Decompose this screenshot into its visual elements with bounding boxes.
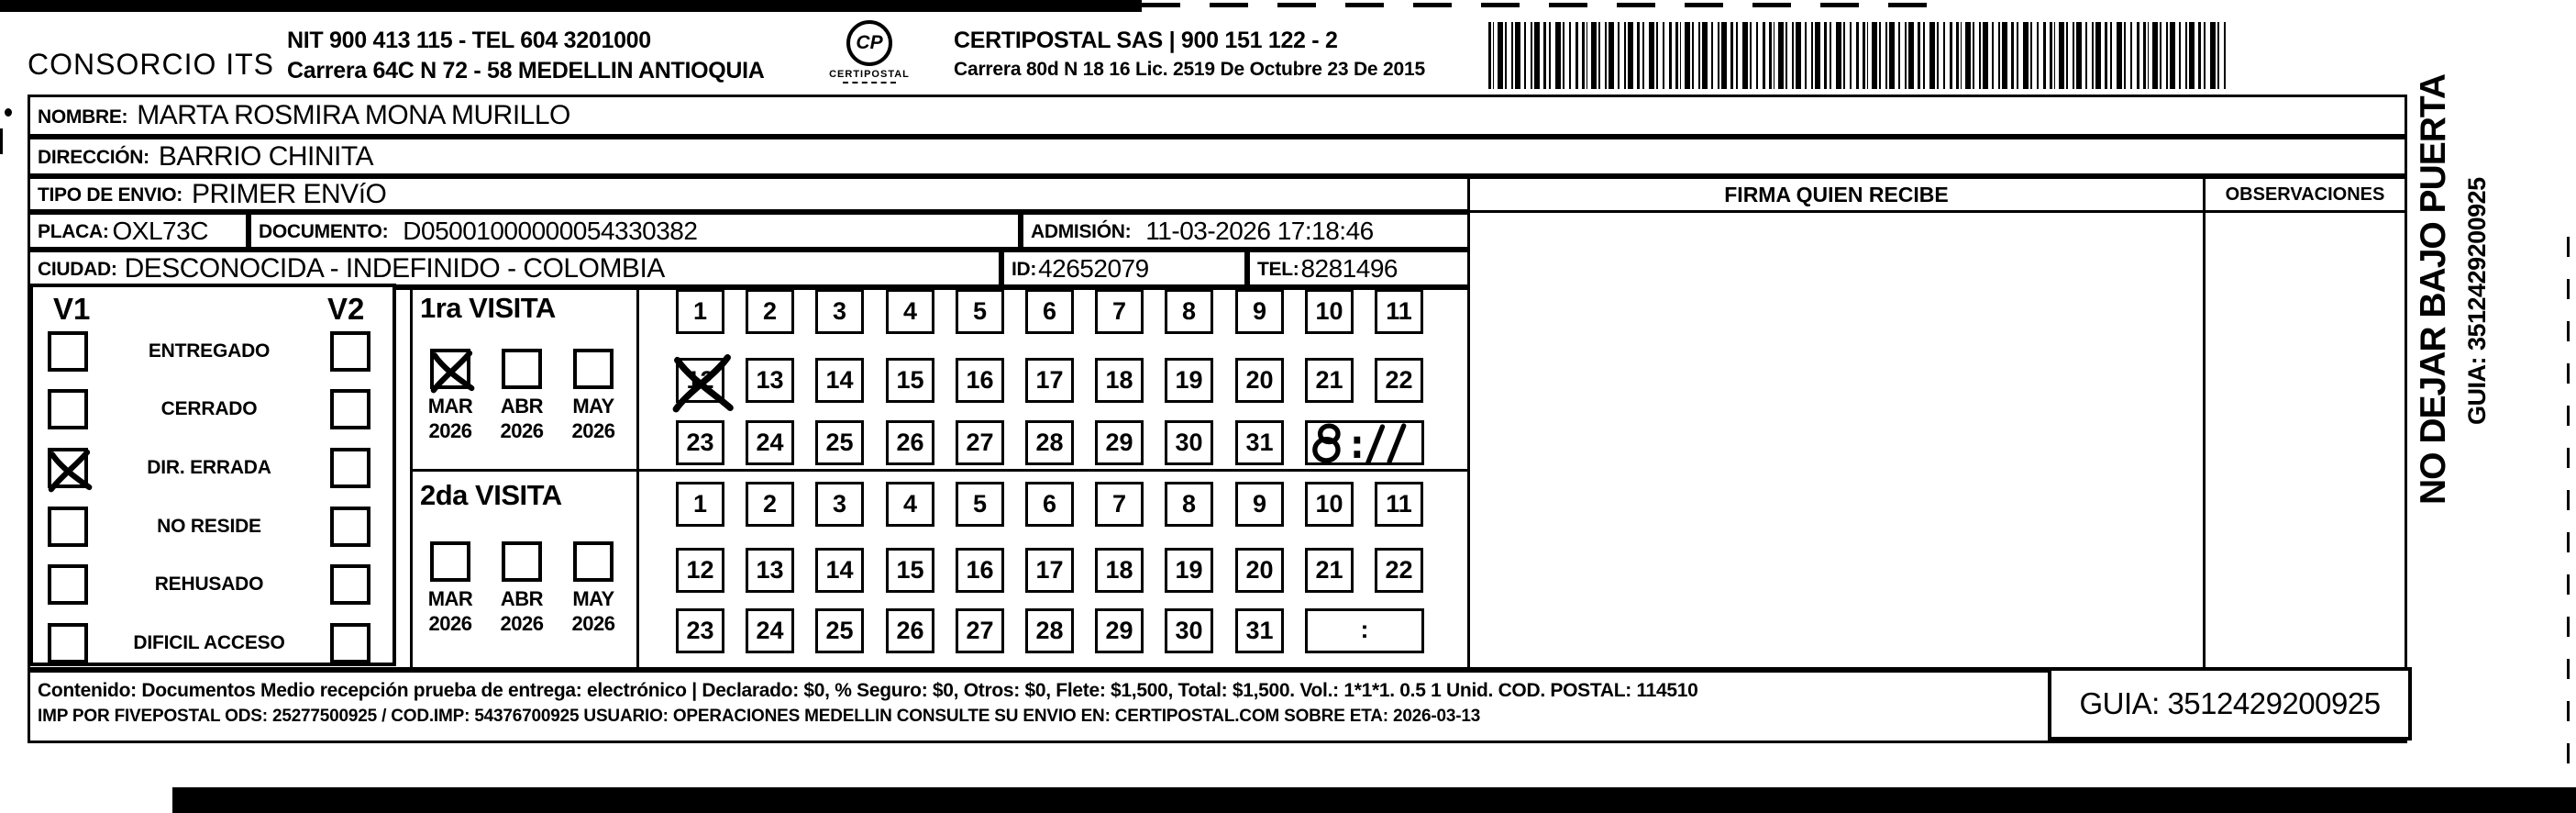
status-rows [33,322,392,673]
guia-box: GUIA: 3512429200925 [2048,667,2412,741]
day-cell-17: 17 [1025,548,1074,593]
barcode [1488,22,2228,89]
day-cell-13: 13 [746,358,794,403]
checkbox-v1-rehusado [48,564,88,605]
tel-value: 8281496 [1300,253,1398,283]
day-cell-14: 14 [815,358,864,403]
day-cell-3: 3 [815,289,864,334]
checkbox-month-may [573,349,614,389]
day-cell-15: 15 [886,548,934,593]
observaciones-header: OBSERVACIONES [2203,176,2407,213]
checkbox-v2-dir-errada [330,448,370,488]
month-label: MAY [572,395,614,418]
field-cell-documento [249,212,1021,250]
day-cell-10: 10 [1305,482,1354,527]
field-cell-tel [1247,250,1470,287]
status-row-rehusado [33,555,392,614]
day-cell-21: 21 [1305,358,1354,403]
side-guia-text: GUIA: 3512429200925 [2463,177,2491,425]
handwritten-x-mark [44,444,95,496]
scan-right-edge [2567,237,2570,784]
status-panel [29,284,396,666]
checkbox-v1-dificil-acceso [48,623,88,663]
handwritten-x-mark [426,345,478,396]
scan-top-bar [0,0,1142,12]
month-option-may [558,541,629,636]
month-label: ABR [500,587,544,610]
day-cell-3: 3 [815,482,864,527]
year-label: 2026 [428,612,472,635]
day-cell-27: 27 [956,608,1004,653]
day-cell-4: 4 [886,482,934,527]
year-label: 2026 [571,419,615,442]
day-cell-30: 30 [1165,608,1213,653]
time-box: : [1305,608,1424,653]
month-option-abr [486,349,558,443]
day-cell-30: 30 [1165,420,1213,465]
day-cell-1: 1 [676,289,724,334]
visit2-months [415,541,629,636]
day-cell-12: 12 [676,548,724,593]
visit1-day-grid [676,289,1474,473]
day-cell-25: 25 [815,420,864,465]
time-box [1305,420,1424,465]
admision-value: 11-03-2026 17:18:46 [1145,216,1374,245]
day-cell-6: 6 [1025,289,1074,334]
field-cell-admision [1021,212,1470,250]
handwritten-x-mark [667,350,738,416]
day-cell-6: 6 [1025,482,1074,527]
certipostal-logo-icon: CP [846,20,892,66]
company-name: CONSORCIO ITS [28,48,275,81]
carrier-address-line: Carrera 80d N 18 16 Lic. 2519 De Octubre 23 De 2015 [954,59,1425,80]
checkbox-v1-cerrado [48,389,88,429]
day-cell-4: 4 [886,289,934,334]
day-cell-10: 10 [1305,289,1354,334]
day-cell-5: 5 [956,482,1004,527]
direccion-label: DIRECCIÓN: [38,147,149,168]
checkbox-month-mar [430,541,470,582]
month-option-may [558,349,629,443]
ciudad-value: DESCONOCIDA - INDEFINIDO - COLOMBIA [124,252,665,284]
day-cell-16: 16 [956,358,1004,403]
direccion-value: BARRIO CHINITA [158,140,373,172]
status-row-cerrado [33,381,392,440]
sender-nit-line: NIT 900 413 115 - TEL 604 3201000 [287,28,651,53]
carrier-name-line: CERTIPOSTAL SAS | 900 151 122 - 2 [954,28,1338,53]
sender-address-line: Carrera 64C N 72 - 58 MEDELLIN ANTIOQUIA [287,58,765,84]
day-cell-11: 11 [1375,289,1423,334]
day-cell-28: 28 [1025,608,1074,653]
day-cell-29: 29 [1095,608,1144,653]
observaciones-area [2203,210,2407,670]
v2-header: V2 [327,292,365,326]
day-cell-31: 31 [1235,420,1284,465]
day-cell-11: 11 [1375,482,1423,527]
carrier-info [954,26,1425,84]
logo-squiggle [843,82,896,84]
id-value: 42652079 [1038,253,1149,283]
status-row-entregado [33,322,392,381]
certipostal-logo [827,20,912,84]
footer-line2: IMP POR FIVEPOSTAL ODS: 25277500925 / COD.IMP: 54376700925 USUARIO: OPERACIONES MEDELLIN CONSULTE SU ENVIO EN: CERTIPOSTAL.COM SOBRE ETA: 2026-03-13 [38,707,1481,726]
day-cell-23: 23 [676,420,724,465]
tipo-envio-value: PRIMER ENVíO [192,178,387,209]
day-cell-17: 17 [1025,358,1074,403]
checkbox-v2-no-reside [330,507,370,547]
checkbox-v2-entregado [330,331,370,372]
logo-caption: CERTIPOSTAL [829,69,910,80]
visit2-day-grid [676,482,1474,665]
field-cell-ciudad [28,250,1001,287]
day-cell-19: 19 [1165,358,1213,403]
status-label: NO RESIDE [157,515,261,537]
status-label: DIFICIL ACCESO [133,631,285,653]
day-cell-22: 22 [1375,358,1423,403]
month-label: MAR [427,587,473,610]
admision-label: ADMISIÓN: [1031,221,1132,242]
day-cell-19: 19 [1165,548,1213,593]
day-cell-13: 13 [746,548,794,593]
scan-artifact [0,128,3,154]
day-cell-12: 12 [676,358,724,403]
day-cell-31: 31 [1235,608,1284,653]
nombre-value: MARTA ROSMIRA MONA MURILLO [137,100,570,130]
day-cell-24: 24 [746,608,794,653]
month-option-mar [415,349,486,443]
day-cell-2: 2 [746,289,794,334]
visit1-months [415,349,629,443]
firma-header: FIRMA QUIEN RECIBE [1467,176,2206,213]
day-cell-5: 5 [956,289,1004,334]
day-cell-18: 18 [1095,548,1144,593]
day-cell-20: 20 [1235,548,1284,593]
ciudad-label: CIUDAD: [38,259,117,280]
day-cell-21: 21 [1305,548,1354,593]
month-label: ABR [500,395,544,418]
id-label: ID: [1012,259,1037,280]
firma-area [1467,210,2206,670]
year-label: 2026 [500,612,544,635]
tel-label: TEL: [1257,259,1299,280]
day-cell-25: 25 [815,608,864,653]
day-cell-9: 9 [1235,289,1284,334]
day-cell-18: 18 [1095,358,1144,403]
handwritten-time [1310,421,1423,465]
day-cell-1: 1 [676,482,724,527]
day-cell-8: 8 [1165,289,1213,334]
day-cell-26: 26 [886,608,934,653]
day-cell-8: 8 [1165,482,1213,527]
checkbox-v2-rehusado [330,564,370,605]
scan-bottom-bar [172,787,2576,813]
year-label: 2026 [571,612,615,635]
checkbox-month-mar [430,349,470,389]
v1-header: V1 [53,292,91,326]
year-label: 2026 [428,419,472,442]
day-cell-2: 2 [746,482,794,527]
field-row-direccion [28,137,2407,176]
field-row-tipo-envio [28,176,1470,212]
day-cell-20: 20 [1235,358,1284,403]
field-row-nombre [28,95,2407,137]
day-cell-23: 23 [676,608,724,653]
status-row-dificil-acceso [33,614,392,673]
side-warning-text: NO DEJAR BAJO PUERTA [2414,73,2453,505]
day-cell-22: 22 [1375,548,1423,593]
checkbox-v2-dificil-acceso [330,623,370,663]
checkbox-v1-dir-errada [48,448,88,488]
placa-value: OXL73C [112,216,208,245]
placa-label: PLACA: [38,221,109,242]
day-cell-27: 27 [956,420,1004,465]
day-cell-15: 15 [886,358,934,403]
month-option-abr [486,541,558,636]
day-cell-7: 7 [1095,289,1144,334]
day-cell-28: 28 [1025,420,1074,465]
scan-artifact [5,108,12,117]
zone-divider-vertical-2 [636,287,639,670]
month-label: MAY [572,587,614,610]
checkbox-month-abr [502,349,542,389]
scan-top-bar-dashes [1142,3,1949,7]
day-cell-29: 29 [1095,420,1144,465]
documento-label: DOCUMENTO: [259,221,389,242]
documento-value: D05001000000054330382 [403,216,698,245]
field-cell-id [1001,250,1247,287]
visit2-title: 2da VISITA [420,479,562,511]
status-label: CERRADO [160,398,258,420]
day-cell-16: 16 [956,548,1004,593]
visit1-title: 1ra VISITA [420,292,556,324]
day-cell-24: 24 [746,420,794,465]
day-cell-9: 9 [1235,482,1284,527]
year-label: 2026 [500,419,544,442]
day-cell-14: 14 [815,548,864,593]
day-cell-26: 26 [886,420,934,465]
footer-line1: Contenido: Documentos Medio recepción prueba de entrega: electrónico | Declarado: $0, % Seguro: $0, Otros: $0, Flete: $1,500, Total: $1,500. Vol.: 1*1*1. 0.5 1 Unid. COD. POSTAL: 114510 [38,680,1698,701]
tipo-envio-label: TIPO DE ENVIO: [38,184,182,206]
field-cell-placa [28,212,249,250]
checkbox-v2-cerrado [330,389,370,429]
status-label: REHUSADO [154,574,264,596]
checkbox-v1-entregado [48,331,88,372]
status-label: DIR. ERRADA [147,456,271,478]
checkbox-v1-no-reside [48,507,88,547]
checkbox-month-may [573,541,614,582]
status-label: ENTREGADO [148,340,271,362]
month-option-mar [415,541,486,636]
zone-divider-vertical-1 [410,287,413,670]
checkbox-month-abr [502,541,542,582]
status-row-dir-errada [33,439,392,497]
day-cell-7: 7 [1095,482,1144,527]
sender-info [287,26,765,86]
nombre-label: NOMBRE: [38,106,128,128]
month-label: MAR [427,395,473,418]
status-row-no-reside [33,497,392,556]
